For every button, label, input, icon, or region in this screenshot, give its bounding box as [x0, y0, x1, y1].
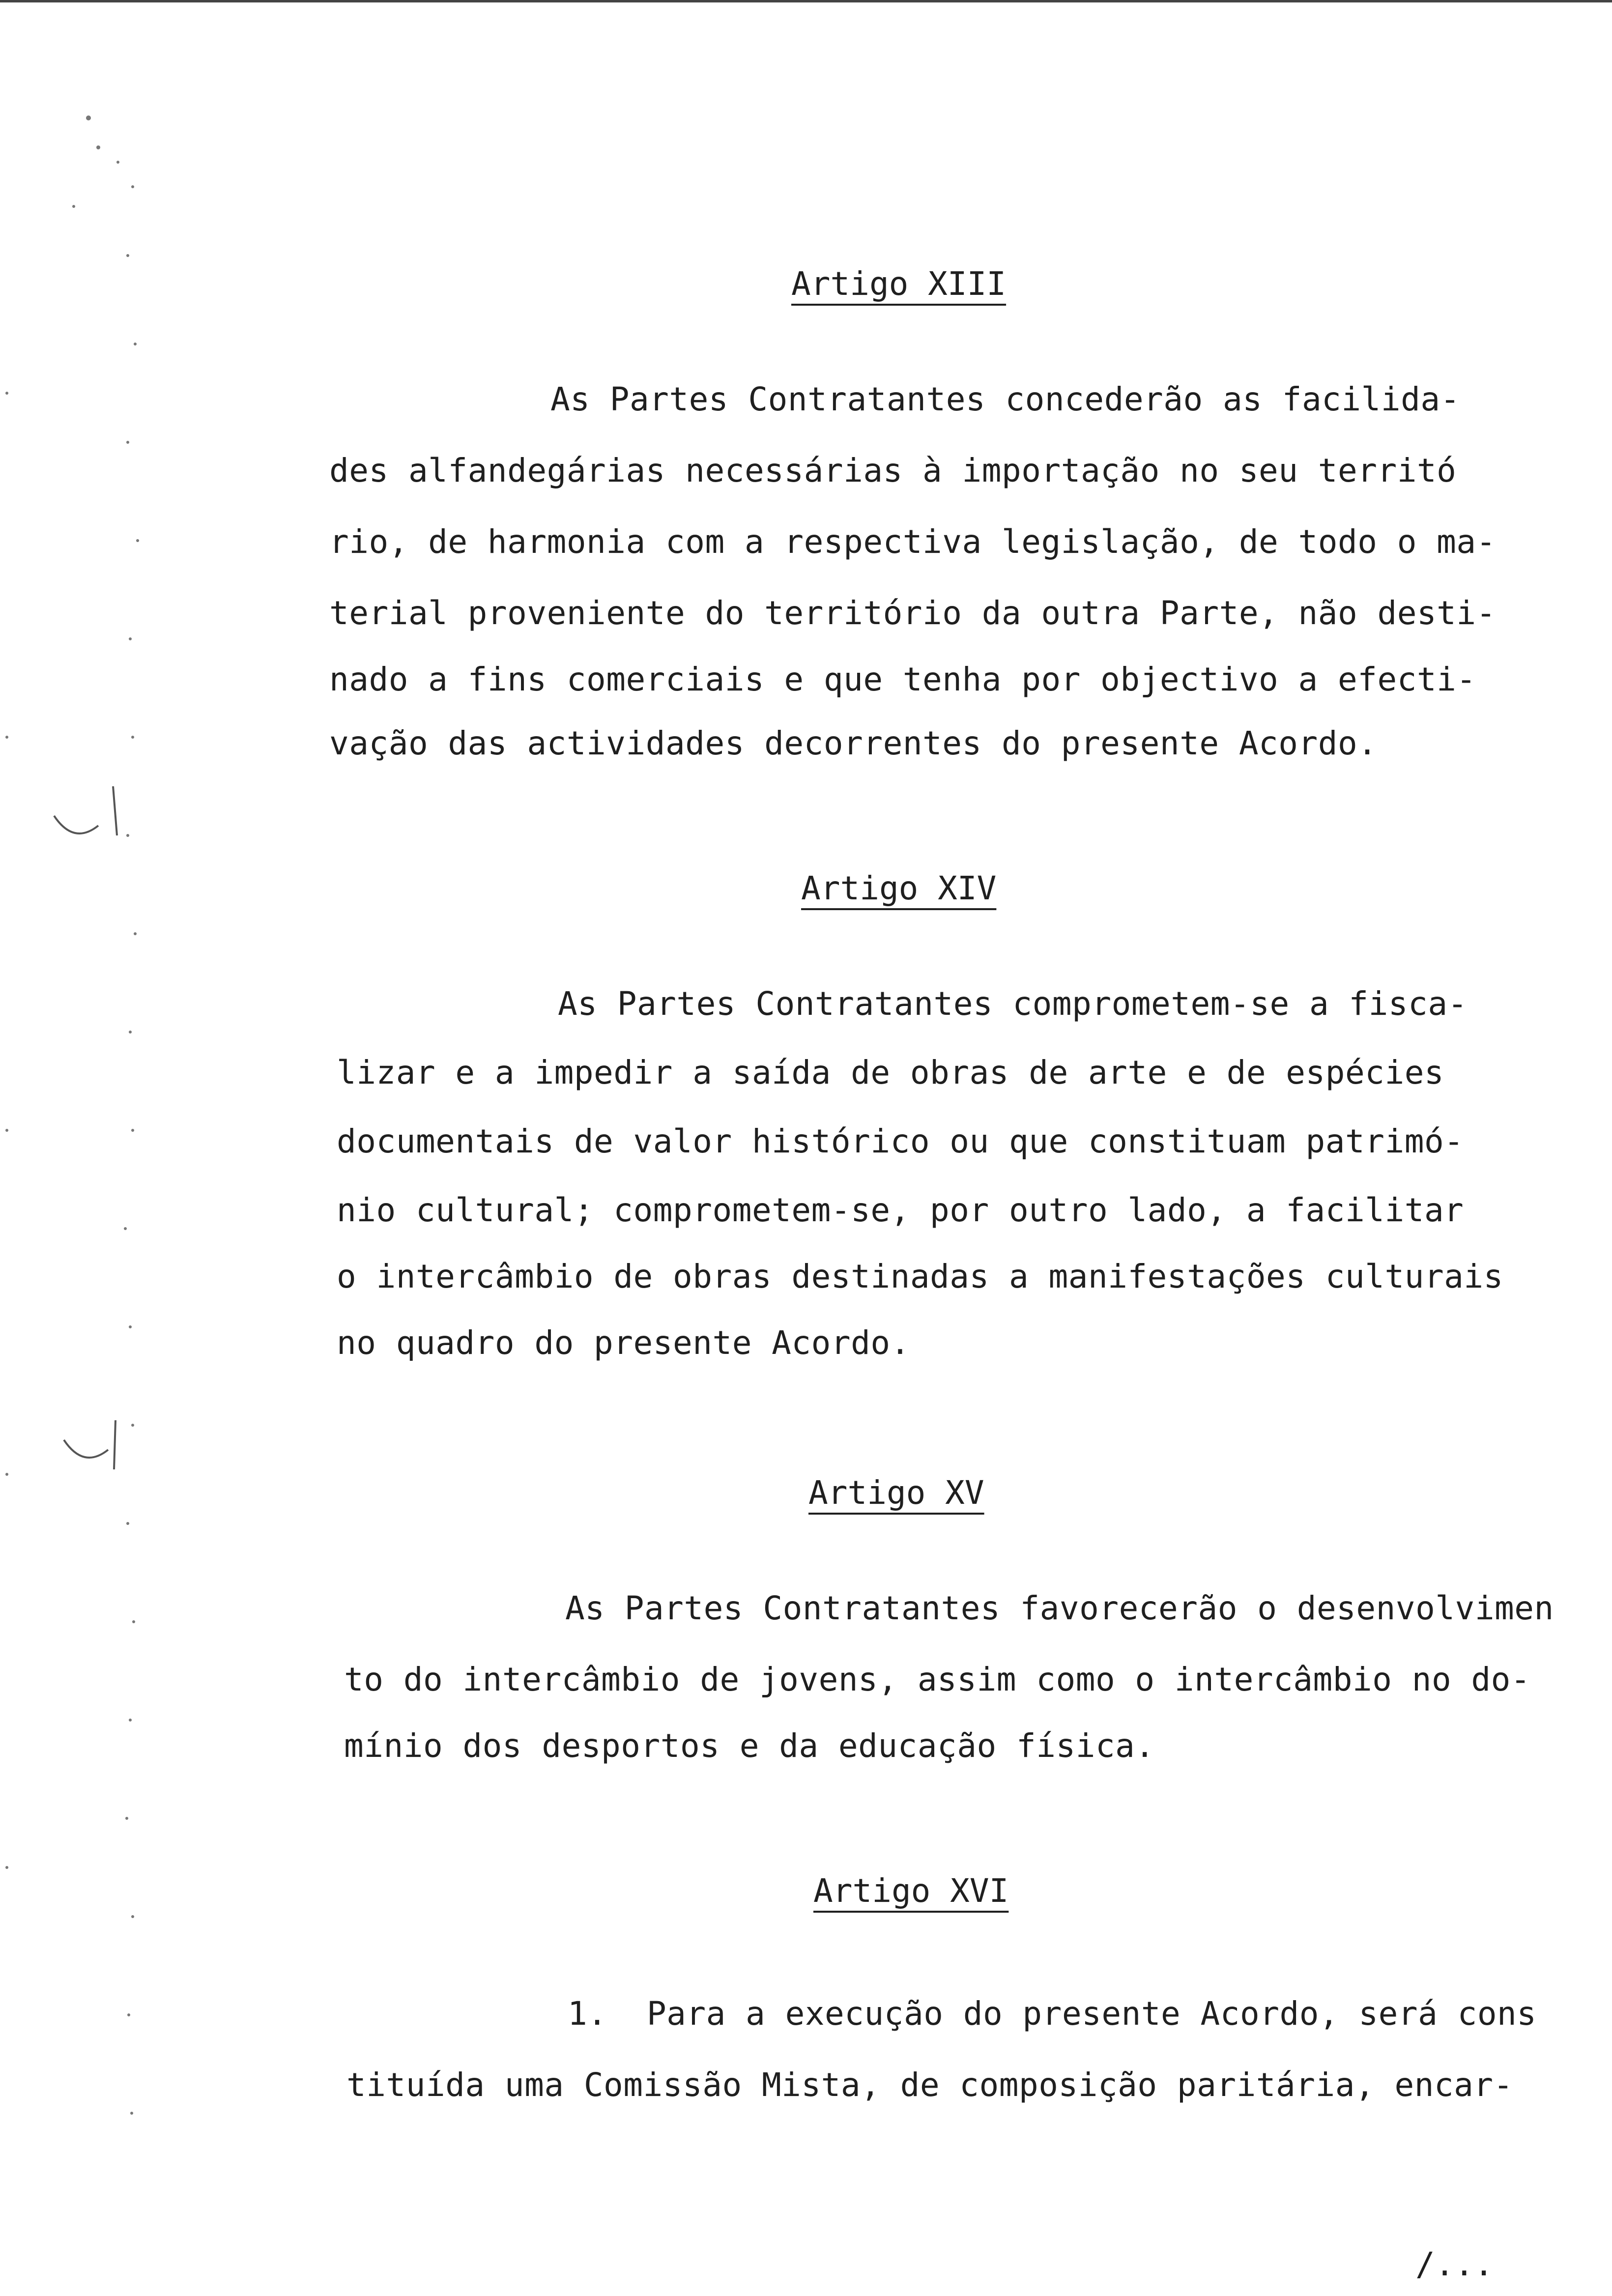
article-14-line-4: nio cultural; comprometem-se, por outro lado, a facilitar	[337, 1191, 1464, 1229]
article-15-heading: Artigo XV	[808, 1474, 984, 1512]
article-14-line-1: As Partes Contratantes comprometem-se a fisca-	[558, 985, 1468, 1023]
continuation-mark: /...	[1415, 2245, 1494, 2283]
article-15-line-1: As Partes Contratantes favorecerão o desenvolvimen	[565, 1589, 1554, 1627]
article-14-line-3: documentais de valor histórico ou que constituam patrimó-	[337, 1122, 1464, 1160]
article-13-line-3: rio, de harmonia com a respectiva legislação, de todo o ma-	[329, 523, 1496, 561]
article-13-line-5: nado a fins comerciais e que tenha por objectivo a efecti-	[329, 660, 1476, 698]
article-16-line-1: 1. Para a execução do presente Acordo, será cons	[568, 1995, 1537, 2033]
scan-edge-marks	[0, 0, 162, 2296]
article-14-heading: Artigo XIV	[801, 869, 997, 907]
article-13-line-4: terial proveniente do território da outra Parte, não desti-	[329, 594, 1496, 632]
article-15-line-2: to do intercâmbio de jovens, assim como o intercâmbio no do-	[344, 1661, 1531, 1698]
article-13-heading: Artigo XIII	[791, 265, 1007, 303]
article-14-line-6: no quadro do presente Acordo.	[337, 1324, 910, 1362]
article-13-line-6: vação das actividades decorrentes do presente Acordo.	[329, 724, 1378, 762]
article-16-line-2: tituída uma Comissão Mista, de composição paritária, encar-	[346, 2066, 1513, 2104]
article-13-line-2: des alfandegárias necessárias à importação no seu territó	[329, 452, 1457, 489]
top-rule	[0, 0, 1612, 2]
article-14-line-5: o intercâmbio de obras destinadas a manifestações culturais	[337, 1258, 1503, 1295]
article-13-line-1: As Partes Contratantes concederão as facilida-	[550, 380, 1460, 418]
article-15-line-3: mínio dos desportos e da educação física.	[344, 1727, 1155, 1765]
article-16-heading: Artigo XVI	[813, 1872, 1009, 1910]
article-14-line-2: lizar e a impedir a saída de obras de arte e de espécies	[337, 1054, 1444, 1091]
